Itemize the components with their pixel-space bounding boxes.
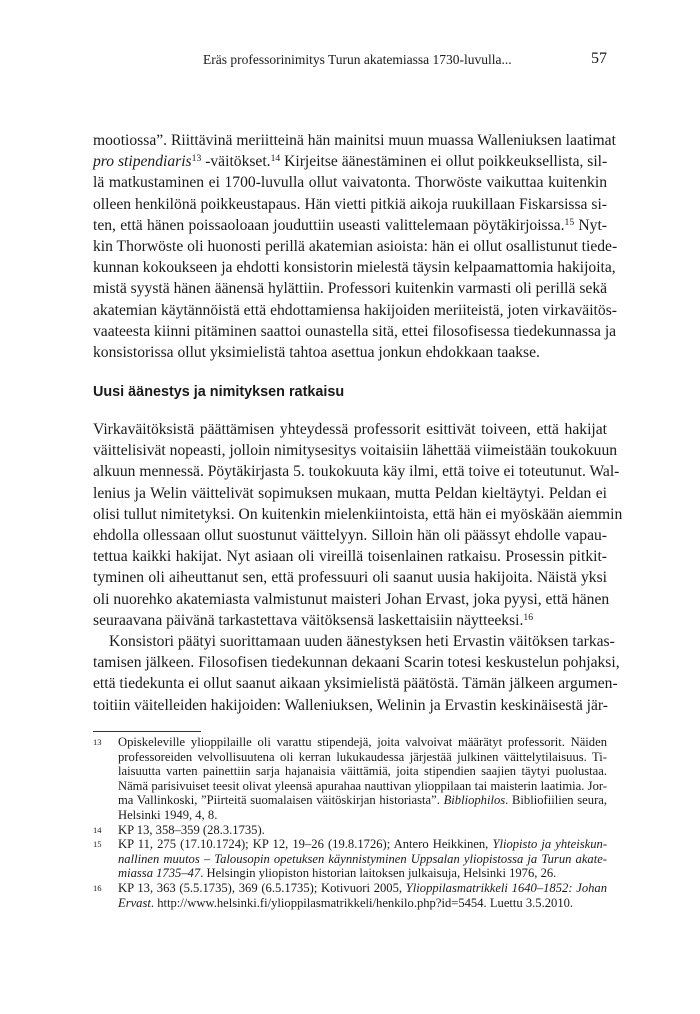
text-run: Nyt- <box>574 216 607 234</box>
footnote-line <box>118 852 607 867</box>
text-line <box>93 342 607 363</box>
text-run: alkuun mennessä. Pöytäkirjasta 5. toukokuuta käy ilmi, että toive ei toteutunut. Wal- <box>93 463 620 481</box>
text-run: oli nuorehko akatemiasta valmistunut maisteri Johan Ervast, joka pyysi, että hänen <box>93 590 610 608</box>
text-run: kin Thorwöste oli huonosti perillä akatemian asioista: hän ei ollut osallistunut tiede- <box>93 237 618 255</box>
text-line <box>93 151 607 172</box>
text-run: olisi tullut nimitetyksi. On kuitenkin mielenkiintoista, että hän ei myöskään aiemmin <box>93 505 623 523</box>
text-run: Konsistori päätyi suorittamaan uuden äänestyksen heti Ervastin väitöksen tarkas- <box>109 633 615 650</box>
footnote-line <box>118 866 607 881</box>
text-run: Nämä parisivuiset teesit olivat yleensä apurahaa nauttivan ylioppilaan tai maisterin laatimia. Jor- <box>118 778 607 793</box>
italic-text: Bibliophilos <box>443 793 506 808</box>
text-run: . http://www.helsinki.fi/ylioppilasmatrikkeli/henkilo.php?id=5454. Luettu 3.5.2010. <box>150 895 574 910</box>
footnote-14 <box>93 823 607 838</box>
body-paragraph-2 <box>93 419 623 631</box>
footnote-reference: 14 <box>270 153 281 165</box>
text-run: mistä syystä hänen äänensä hylättiin. Professori kuitenkin varmasti oli perillä sekä <box>93 280 608 298</box>
text-line <box>93 504 623 525</box>
footnote-13 <box>93 735 607 823</box>
text-line <box>93 525 607 546</box>
text-line <box>93 567 607 588</box>
text-line <box>93 652 620 673</box>
text-line <box>93 278 607 299</box>
text-line <box>93 589 610 610</box>
text-run: Kirjeitse äänestäminen ei ollut poikkeuksellista, sil- <box>280 153 608 171</box>
footnote-line <box>118 764 607 779</box>
footnote-number: 14 <box>93 824 102 835</box>
text-line <box>93 236 618 257</box>
text-run: mootiossa”. Riittävinä meriitteinä hän mainitsi muun muassa Walleniuksen laatimat <box>93 132 616 149</box>
text-line <box>93 215 607 236</box>
text-run: että tiedekunta ei ollut saanut aikaan yksimielistä päätöstä. Tämän jälkeen argumen- <box>93 675 618 693</box>
text-run: Virkaväitöksistä päättämisen yhteydessä professorit esittivät toiveen, että hakijat <box>93 421 607 438</box>
text-line <box>93 419 607 440</box>
page-number: 57 <box>591 50 607 67</box>
footnote-reference: 16 <box>523 611 534 623</box>
italic-text: Ylioppilasmatrikkeli 1640–1852: Johan <box>405 880 608 895</box>
text-line <box>93 130 616 151</box>
text-run: kunnan kokoukseen ja ehdotti konsistorin mielestä täysin kelpaamattomia hakijoita, <box>93 259 616 277</box>
footnote-line <box>118 750 607 765</box>
footnote-line <box>118 793 607 808</box>
text-run: professoreiden velvollisuutena oli kerran lukukaudessa järjestää julkinen väittelytilaisuus. Ti- <box>118 749 607 764</box>
text-line <box>93 194 607 215</box>
text-line <box>93 610 607 631</box>
text-run: . Bibliofiilien seura, <box>505 793 607 808</box>
footnote-reference: 15 <box>564 216 575 228</box>
text-run: . Helsingin yliopiston historian laitoksen julkaisuja, Helsinki 1976, 26. <box>200 866 557 881</box>
text-run: toitiin väitelleiden hakijoiden: Walleniuksen, Welinin ja Ervastin keskinäisestä jär- <box>93 696 608 714</box>
text-run: vaateesta kiinni pitäminen saattoi ounastella sitä, ettei filosofisessa tiedekunnassa ja <box>93 322 617 340</box>
text-run: KP 11, 275 (17.10.1724); KP 12, 19–26 (19.8.1726); Antero Heikkinen, <box>118 837 493 852</box>
text-run: laisuutta varten painettiin sarja hajanaisia väittämiä, joita stipendien saajien täytyi puolustaa. <box>118 764 607 779</box>
footnote-line <box>118 808 607 823</box>
text-run: -väitökset. <box>201 153 271 171</box>
text-run: ehdolla ollessaan ollut suostunut väittelyyn. Silloin hän oli päässyt ehdolle vapau- <box>93 526 607 544</box>
italic-text: Yliopisto ja yhteiskun- <box>492 837 608 852</box>
body-paragraph-3 <box>93 631 620 716</box>
text-run: Helsinki 1949, 4, 8. <box>118 807 218 822</box>
footnote-number: 15 <box>93 839 102 850</box>
text-run: lenius ja Welin väittelivät sopimuksen mukaan, mutta Peldan kieltäytyi. Peldan ei <box>93 484 607 502</box>
body-paragraph-1 <box>93 130 618 363</box>
text-run: tyminen oli aiheuttanut sen, että professuuri oli saanut uusia hakijoita. Näistä yksi <box>93 569 607 587</box>
text-line <box>93 257 616 278</box>
text-run: tettua kaikki hakijat. Nyt asiaan oli vireillä toisenlainen ratkaisu. Prosessin pitkit- <box>93 548 607 566</box>
footnote-number: 16 <box>93 882 102 893</box>
text-run: tamisen jälkeen. Filosofisen tiedekunnan dekaani Scarin totesi keskustelun pohjaksi, <box>93 654 620 672</box>
italic-text: nallinen muutos – Talousopin opetuksen käynnistyminen Uppsalan yliopistossa ja Turun akate- <box>118 851 607 866</box>
text-line <box>93 483 607 504</box>
footnote-line <box>118 837 607 852</box>
text-run: ma Vallinkoski, ”Piirteitä suomalaisen väitöskirjan historiasta”. <box>118 793 444 808</box>
text-run: lä matkustaminen ei 1700-luvulla ollut vaivatonta. Thorwöste vaikuttaa kuitenkin <box>93 174 607 192</box>
section-heading: Uusi äänestys ja nimityksen ratkaisu <box>93 384 345 400</box>
footnote-15 <box>93 837 607 881</box>
footnote-line <box>118 735 607 750</box>
footnote-line <box>118 823 607 838</box>
text-run: KP 13, 363 (5.5.1735), 369 (6.5.1735); Kotivuori 2005, <box>118 880 406 895</box>
text-run: väittelisivät nopeasti, jolloin nimitysesitys voitaisiin lähettää viimeistään toukokuun <box>93 442 618 460</box>
text-line <box>93 172 607 193</box>
text-run: ten, että hänen poissaoloaan jouduttiin useasti valittelemaan pöytäkirjoissa. <box>93 216 565 234</box>
footnote-number: 13 <box>93 737 102 747</box>
text-line <box>93 546 607 567</box>
footnotes <box>93 735 607 910</box>
text-run: konsistorissa ollut yksimielistä tahtoa asettua jonkun ehdokkaan taakse. <box>93 343 540 361</box>
running-head-title: Eräs professorinimitys Turun akatemiassa 1730-luvulla... <box>203 52 512 67</box>
text-line <box>93 695 607 716</box>
footnote-reference: 13 <box>191 153 202 165</box>
footnote-16 <box>93 881 607 910</box>
running-head <box>93 52 607 72</box>
italic-text: pro stipendiaris <box>93 153 192 171</box>
text-run: seuraavana päivänä tarkastettava väitöksensä laskettaisiin näytteeksi. <box>93 611 524 629</box>
text-run: KP 13, 358–359 (28.3.1735). <box>118 822 265 837</box>
footnote-line <box>118 881 607 896</box>
footnote-line <box>118 779 607 794</box>
text-line <box>93 321 617 342</box>
text-line <box>93 631 615 652</box>
footnote-separator <box>93 731 201 732</box>
footnote-line <box>118 896 607 911</box>
text-line <box>93 461 620 482</box>
text-line <box>93 300 617 321</box>
italic-text: miassa 1735–47 <box>118 866 201 881</box>
italic-text: Ervast <box>118 895 151 910</box>
text-run: Opiskeleville ylioppilaille oli varattu stipendejä, joita valvoivat määrätyt professorit. Näiden <box>118 735 607 749</box>
text-line <box>93 673 618 694</box>
text-line <box>93 440 618 461</box>
text-run: olleen henkilönä poikkeustapaus. Hän vietti pitkiä aikoja ruukillaan Fiskarsissa si- <box>93 195 607 213</box>
text-run: akatemian käytännöistä että ehdottamiensa hakijoiden meriiteistä, joten virkaväitös- <box>93 301 617 319</box>
